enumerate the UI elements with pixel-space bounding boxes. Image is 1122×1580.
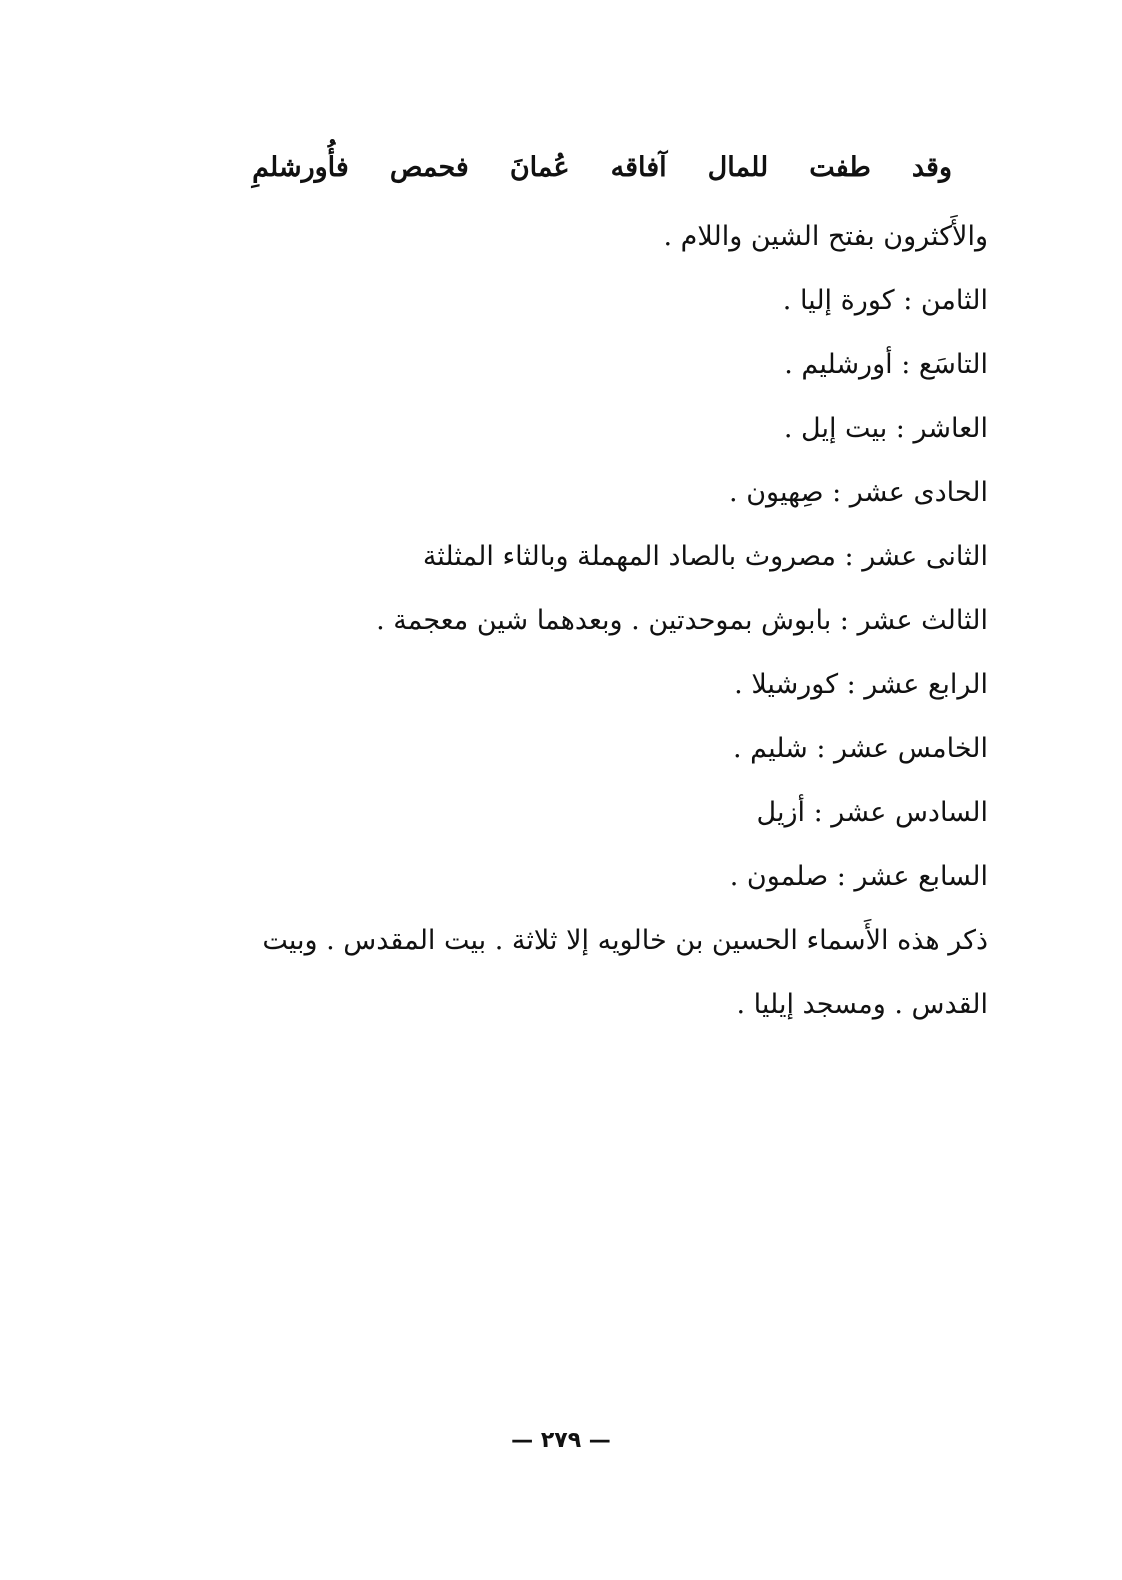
text-line: السابع عشر : صلمون . bbox=[729, 861, 988, 892]
text-line: الحادى عشر : صِهيون . bbox=[729, 477, 988, 508]
text-line: القدس . ومسجد إيليا . bbox=[736, 989, 988, 1020]
text-line: الثالث عشر : بابوش بموحدتين . وبعدهما شين معجمة . bbox=[376, 605, 988, 636]
text-line: السادس عشر : أزيل bbox=[756, 797, 988, 828]
text-line: الخامس عشر : شليم . bbox=[732, 733, 988, 764]
verse-word: وقد bbox=[911, 152, 952, 183]
text-line: ذكر هذه الأَسماء الحسين بن خالويه إلا ثلاثة . بيت المقدس . وبيت bbox=[262, 925, 988, 956]
text-line: الثانى عشر : مصروث بالصاد المهملة وبالثاء المثلثة bbox=[422, 541, 988, 572]
poetry-verse bbox=[252, 148, 952, 188]
text-line: التاسَع : أورشليم . bbox=[784, 349, 988, 380]
verse-word: طفت bbox=[809, 152, 871, 183]
body-text bbox=[262, 205, 988, 1037]
text-line: العاشر : بيت إيل . bbox=[783, 413, 988, 444]
page-number: — ٢٧٩ — bbox=[511, 1428, 611, 1453]
verse-word: عُمانَ bbox=[509, 152, 570, 183]
verse-word: فأُورشلمِ bbox=[252, 152, 349, 183]
text-line: الثامن : كورة إليا . bbox=[782, 285, 988, 316]
text-line: الرابع عشر : كورشيلا . bbox=[734, 669, 988, 700]
verse-word: للمال bbox=[707, 152, 769, 183]
verse-word: آفاقه bbox=[610, 152, 667, 183]
text-line: والأَكثرون بفتح الشين واللام . bbox=[663, 221, 988, 252]
verse-word: فحمص bbox=[389, 152, 469, 183]
